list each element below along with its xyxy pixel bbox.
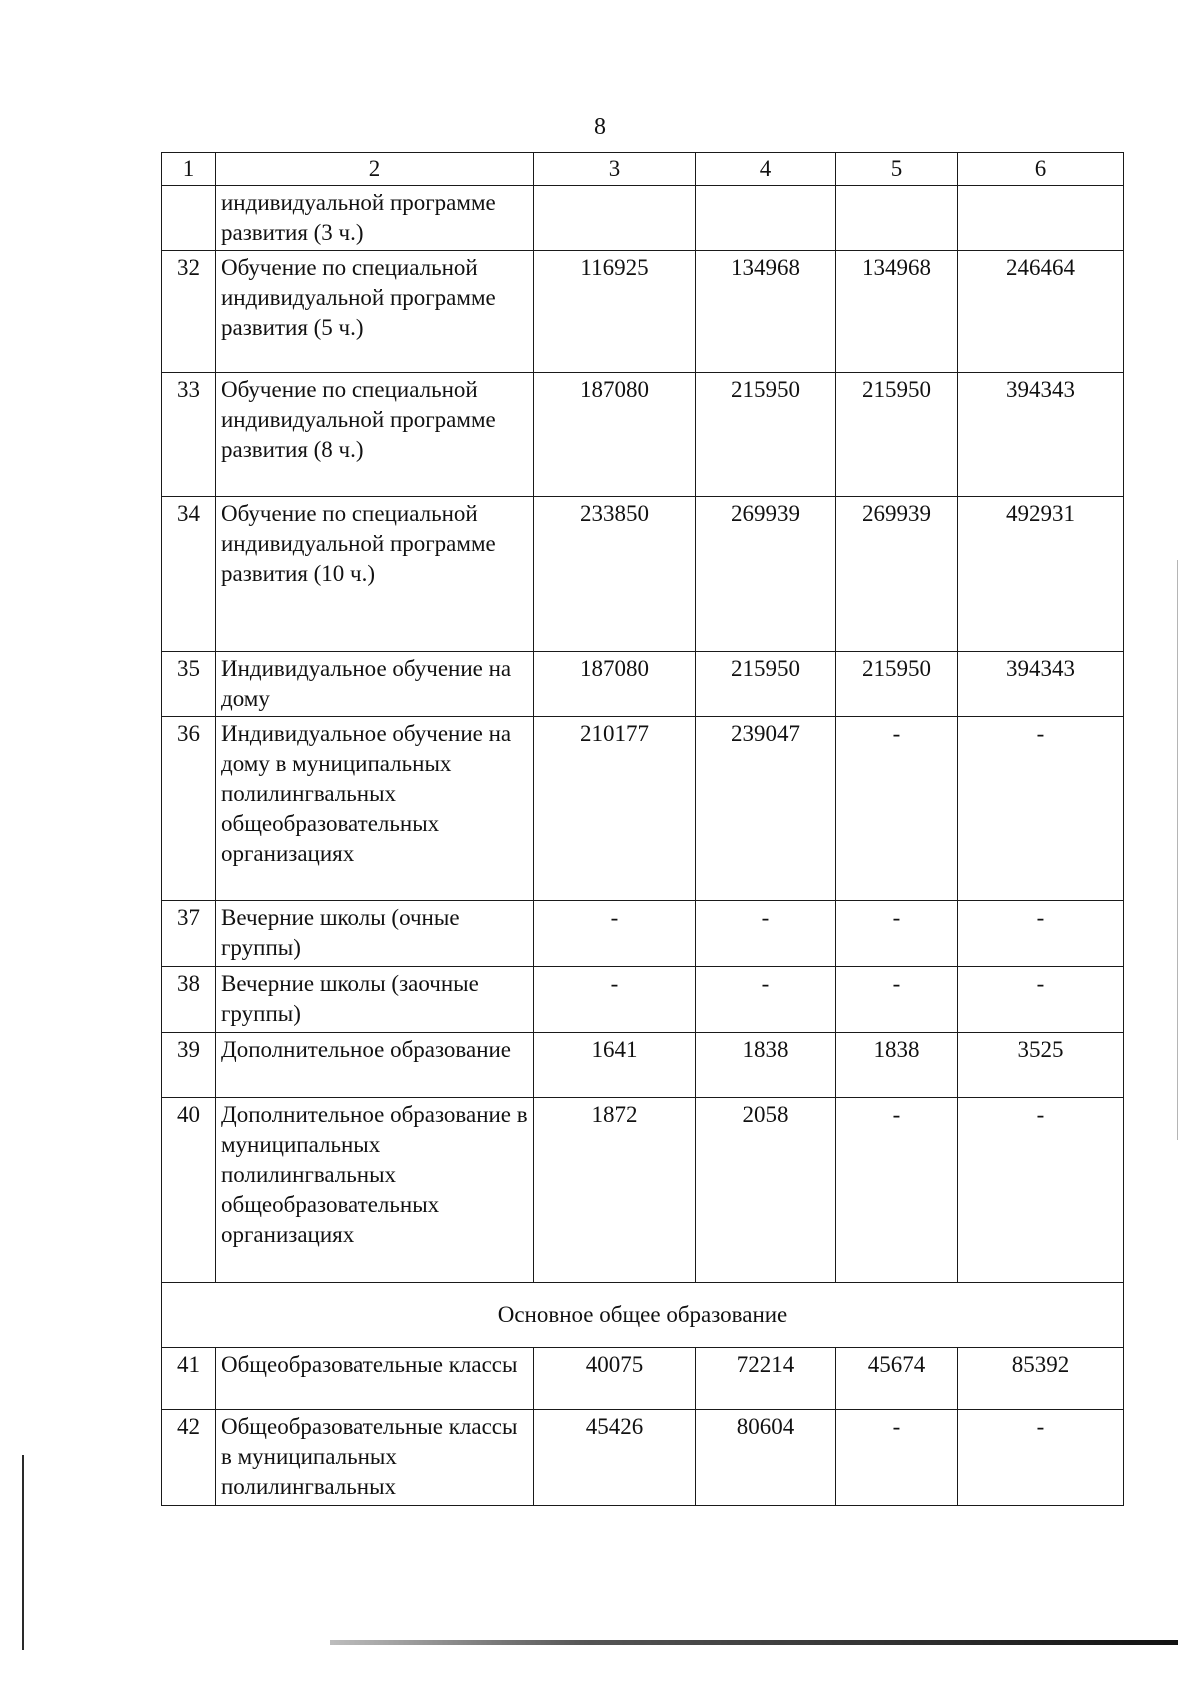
cell-col6: 246464 — [958, 251, 1124, 373]
row-number: 40 — [162, 1098, 216, 1283]
table-row — [162, 967, 1124, 1033]
cell-col4: 2058 — [696, 1098, 836, 1283]
table-row — [162, 652, 1124, 717]
column-header: 2 — [216, 153, 534, 186]
cell-col6: - — [958, 717, 1124, 901]
row-name: Индивидуальное обучение на дому — [216, 652, 534, 717]
cell-col5: - — [836, 1410, 958, 1506]
row-name: Дополнительное образование в муниципальных полилингвальных общеобразовательных организациях — [216, 1098, 534, 1283]
row-number: 37 — [162, 901, 216, 967]
cell-col6: - — [958, 901, 1124, 967]
column-header: 4 — [696, 153, 836, 186]
scan-edge-mark — [1177, 560, 1178, 1140]
row-name: индивидуальной программе развития (3 ч.) — [216, 186, 534, 251]
row-name: Вечерние школы (заочные группы) — [216, 967, 534, 1033]
column-header-row — [162, 153, 1124, 186]
table-row — [162, 186, 1124, 251]
cell-col5 — [836, 186, 958, 251]
cell-col3: 187080 — [534, 652, 696, 717]
table-row — [162, 1410, 1124, 1506]
row-number: 36 — [162, 717, 216, 901]
row-number: 41 — [162, 1348, 216, 1410]
cell-col6: 85392 — [958, 1348, 1124, 1410]
cell-col6: 394343 — [958, 652, 1124, 717]
table-row — [162, 1098, 1124, 1283]
cell-col6: 3525 — [958, 1033, 1124, 1098]
row-number: 39 — [162, 1033, 216, 1098]
cell-col5: 1838 — [836, 1033, 958, 1098]
cell-col3: 233850 — [534, 497, 696, 652]
table-row — [162, 1033, 1124, 1098]
cell-col6: 394343 — [958, 373, 1124, 497]
cell-col3: 45426 — [534, 1410, 696, 1506]
row-number: 35 — [162, 652, 216, 717]
cell-col3: 1641 — [534, 1033, 696, 1098]
cell-col6: - — [958, 967, 1124, 1033]
cell-col5: 269939 — [836, 497, 958, 652]
cell-col4: 215950 — [696, 373, 836, 497]
section-title: Основное общее образование — [162, 1283, 1124, 1348]
table-row — [162, 717, 1124, 901]
row-number: 38 — [162, 967, 216, 1033]
row-number: 42 — [162, 1410, 216, 1506]
cell-col5: 215950 — [836, 373, 958, 497]
scan-edge-mark — [22, 1455, 24, 1650]
cell-col4: 72214 — [696, 1348, 836, 1410]
cell-col5: - — [836, 901, 958, 967]
column-header: 1 — [162, 153, 216, 186]
cell-col6 — [958, 186, 1124, 251]
cell-col3: - — [534, 967, 696, 1033]
cell-col6: 492931 — [958, 497, 1124, 652]
cell-col5: 215950 — [836, 652, 958, 717]
cell-col4: - — [696, 901, 836, 967]
row-number: 32 — [162, 251, 216, 373]
table-row — [162, 901, 1124, 967]
cell-col6: - — [958, 1098, 1124, 1283]
cell-col5: 45674 — [836, 1348, 958, 1410]
cell-col4: 239047 — [696, 717, 836, 901]
cell-col4: 269939 — [696, 497, 836, 652]
cell-col3: - — [534, 901, 696, 967]
cell-col3: 1872 — [534, 1098, 696, 1283]
row-number: 34 — [162, 497, 216, 652]
tariff-table — [161, 152, 1124, 1506]
cell-col4: 215950 — [696, 652, 836, 717]
table-row — [162, 497, 1124, 652]
row-name: Дополнительное образование — [216, 1033, 534, 1098]
table-row — [162, 251, 1124, 373]
row-name: Обучение по специальной индивидуальной программе развития (10 ч.) — [216, 497, 534, 652]
row-name: Обучение по специальной индивидуальной программе развития (5 ч.) — [216, 251, 534, 373]
cell-col5: 134968 — [836, 251, 958, 373]
scan-bottom-bar — [330, 1640, 1178, 1645]
row-name: Вечерние школы (очные группы) — [216, 901, 534, 967]
cell-col4: 134968 — [696, 251, 836, 373]
row-number — [162, 186, 216, 251]
cell-col5: - — [836, 1098, 958, 1283]
cell-col3: 116925 — [534, 251, 696, 373]
cell-col6: - — [958, 1410, 1124, 1506]
table-row — [162, 1348, 1124, 1410]
cell-col3 — [534, 186, 696, 251]
row-name: Общеобразовательные классы — [216, 1348, 534, 1410]
cell-col3: 40075 — [534, 1348, 696, 1410]
cell-col3: 187080 — [534, 373, 696, 497]
table-row — [162, 373, 1124, 497]
cell-col5: - — [836, 967, 958, 1033]
section-row — [162, 1283, 1124, 1348]
row-number: 33 — [162, 373, 216, 497]
cell-col3: 210177 — [534, 717, 696, 901]
row-name: Индивидуальное обучение на дому в муниципальных полилингвальных общеобразовательных организациях — [216, 717, 534, 901]
column-header: 6 — [958, 153, 1124, 186]
column-header: 5 — [836, 153, 958, 186]
cell-col4: 1838 — [696, 1033, 836, 1098]
column-header: 3 — [534, 153, 696, 186]
page-number: 8 — [594, 114, 606, 140]
cell-col4: 80604 — [696, 1410, 836, 1506]
row-name: Общеобразовательные классы в муниципальных полилингвальных — [216, 1410, 534, 1506]
cell-col4: - — [696, 967, 836, 1033]
row-name: Обучение по специальной индивидуальной программе развития (8 ч.) — [216, 373, 534, 497]
cell-col4 — [696, 186, 836, 251]
cell-col5: - — [836, 717, 958, 901]
